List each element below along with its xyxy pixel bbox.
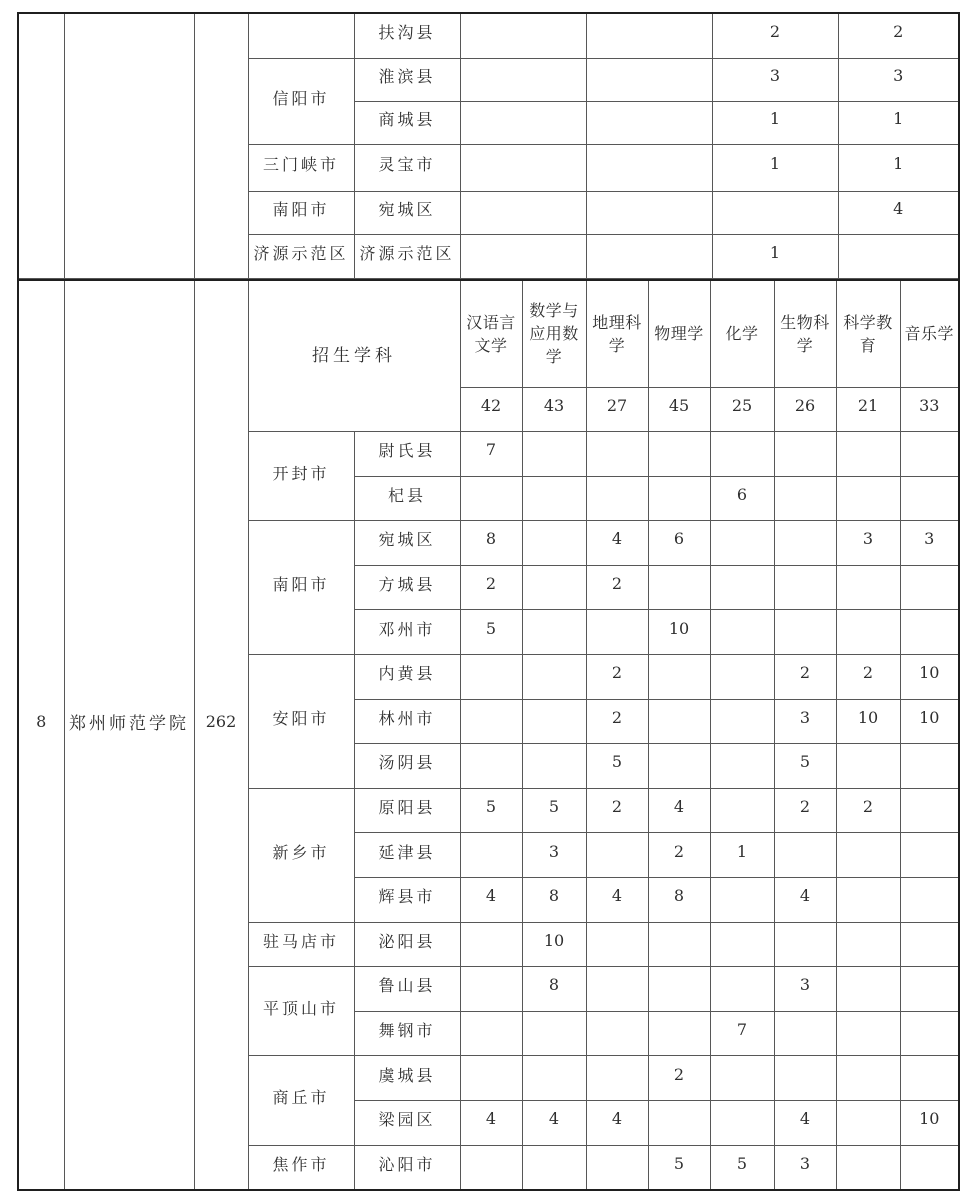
subject-total-cell: 42	[460, 388, 522, 432]
county-cell: 鲁山县	[354, 967, 460, 1012]
value-cell	[522, 744, 586, 789]
subject-total-cell: 21	[836, 388, 900, 432]
subject-header-cell: 地理科学	[586, 280, 648, 388]
value-cell	[836, 1100, 900, 1145]
value-cell: 4	[586, 1100, 648, 1145]
city-cell: 济源示范区	[248, 234, 354, 278]
county-cell: 泌阳县	[354, 922, 460, 967]
value-cell: 2	[460, 565, 522, 610]
value-cell	[586, 967, 648, 1012]
county-cell: 杞县	[354, 476, 460, 521]
value-cell	[586, 610, 648, 655]
value-cell: 2	[586, 565, 648, 610]
value-cell	[712, 191, 838, 234]
value-cell	[774, 833, 836, 878]
subject-total-cell: 26	[774, 388, 836, 432]
subject-header-cell: 生物科学	[774, 280, 836, 388]
school-total-cell: 262	[194, 280, 248, 1190]
value-cell	[838, 234, 959, 278]
city-cell: 平顶山市	[248, 967, 354, 1056]
value-cell	[710, 922, 774, 967]
value-cell	[774, 922, 836, 967]
value-cell	[900, 788, 959, 833]
value-cell	[522, 699, 586, 744]
value-cell: 3	[774, 1145, 836, 1190]
value-cell: 1	[838, 101, 959, 144]
value-cell	[836, 922, 900, 967]
subject-total-cell: 45	[648, 388, 710, 432]
subject-header-cell: 科学教育	[836, 280, 900, 388]
value-cell: 5	[460, 610, 522, 655]
value-cell	[710, 699, 774, 744]
city-cell: 商丘市	[248, 1056, 354, 1145]
value-cell	[586, 833, 648, 878]
value-cell: 4	[774, 877, 836, 922]
value-cell	[900, 1056, 959, 1101]
county-cell: 商城县	[354, 101, 460, 144]
value-cell	[460, 13, 586, 58]
value-cell	[836, 967, 900, 1012]
continuation-table	[17, 12, 960, 279]
value-cell	[900, 432, 959, 477]
value-cell	[900, 922, 959, 967]
value-cell	[710, 877, 774, 922]
city-cell: 信阳市	[248, 58, 354, 144]
value-cell	[586, 191, 712, 234]
value-cell	[648, 1100, 710, 1145]
county-cell: 舞钢市	[354, 1011, 460, 1056]
value-cell: 1	[710, 833, 774, 878]
value-cell	[900, 744, 959, 789]
value-cell	[774, 1056, 836, 1101]
subject-header-cell: 化学	[710, 280, 774, 388]
value-cell: 3	[836, 521, 900, 566]
value-cell	[900, 1145, 959, 1190]
value-cell	[460, 191, 586, 234]
value-cell	[710, 967, 774, 1012]
value-cell: 2	[774, 788, 836, 833]
value-cell	[648, 922, 710, 967]
value-cell: 2	[838, 13, 959, 58]
value-cell	[648, 699, 710, 744]
city-cell: 开封市	[248, 432, 354, 521]
value-cell	[460, 1011, 522, 1056]
value-cell	[586, 13, 712, 58]
value-cell: 8	[648, 877, 710, 922]
value-cell	[774, 432, 836, 477]
value-cell: 10	[900, 699, 959, 744]
enrollment-table	[17, 279, 960, 1191]
county-cell: 方城县	[354, 565, 460, 610]
value-cell	[586, 1056, 648, 1101]
county-cell: 虞城县	[354, 1056, 460, 1101]
total-cell-empty	[194, 13, 248, 278]
city-cell	[248, 13, 354, 58]
value-cell	[522, 521, 586, 566]
value-cell	[900, 877, 959, 922]
value-cell: 1	[838, 144, 959, 191]
county-cell: 延津县	[354, 833, 460, 878]
county-cell: 内黄县	[354, 654, 460, 699]
value-cell: 10	[900, 1100, 959, 1145]
value-cell	[900, 565, 959, 610]
value-cell: 5	[710, 1145, 774, 1190]
value-cell	[460, 967, 522, 1012]
value-cell	[460, 922, 522, 967]
value-cell	[586, 234, 712, 278]
value-cell	[836, 1011, 900, 1056]
value-cell	[586, 1145, 648, 1190]
value-cell	[774, 565, 836, 610]
value-cell	[836, 744, 900, 789]
value-cell	[522, 432, 586, 477]
county-cell: 扶沟县	[354, 13, 460, 58]
value-cell: 8	[522, 877, 586, 922]
value-cell: 2	[774, 654, 836, 699]
value-cell	[836, 877, 900, 922]
value-cell: 5	[586, 744, 648, 789]
value-cell	[460, 234, 586, 278]
value-cell	[648, 476, 710, 521]
value-cell: 4	[774, 1100, 836, 1145]
county-cell: 辉县市	[354, 877, 460, 922]
city-cell: 三门峡市	[248, 144, 354, 191]
value-cell	[648, 654, 710, 699]
table-row	[18, 13, 959, 58]
county-cell: 灵宝市	[354, 144, 460, 191]
value-cell: 2	[648, 1056, 710, 1101]
value-cell: 4	[648, 788, 710, 833]
subject-header-cell: 汉语言文学	[460, 280, 522, 388]
county-cell: 宛城区	[354, 191, 460, 234]
value-cell	[710, 654, 774, 699]
value-cell	[710, 1100, 774, 1145]
school-name-cell: 郑州师范学院	[64, 280, 194, 1190]
county-cell: 宛城区	[354, 521, 460, 566]
county-cell: 尉氏县	[354, 432, 460, 477]
value-cell: 10	[522, 922, 586, 967]
county-cell: 原阳县	[354, 788, 460, 833]
county-cell: 沁阳市	[354, 1145, 460, 1190]
value-cell: 1	[712, 234, 838, 278]
value-cell	[710, 432, 774, 477]
value-cell	[774, 610, 836, 655]
value-cell	[522, 565, 586, 610]
value-cell: 3	[900, 521, 959, 566]
value-cell: 3	[712, 58, 838, 101]
value-cell: 2	[836, 654, 900, 699]
value-cell: 5	[522, 788, 586, 833]
value-cell	[836, 565, 900, 610]
value-cell	[586, 101, 712, 144]
value-cell: 6	[710, 476, 774, 521]
value-cell	[460, 833, 522, 878]
value-cell	[648, 432, 710, 477]
value-cell	[710, 521, 774, 566]
county-cell: 林州市	[354, 699, 460, 744]
subject-total-cell: 25	[710, 388, 774, 432]
value-cell: 10	[648, 610, 710, 655]
value-cell	[522, 476, 586, 521]
subject-header-cell: 物理学	[648, 280, 710, 388]
value-cell: 4	[586, 521, 648, 566]
value-cell: 3	[774, 967, 836, 1012]
sequence-number-cell: 8	[18, 280, 64, 1190]
value-cell: 4	[460, 1100, 522, 1145]
value-cell: 10	[900, 654, 959, 699]
city-cell: 焦作市	[248, 1145, 354, 1190]
value-cell	[900, 967, 959, 1012]
subject-header-cell: 音乐学	[900, 280, 959, 388]
value-cell: 2	[836, 788, 900, 833]
subject-total-cell: 27	[586, 388, 648, 432]
admission-plan-table-page	[17, 12, 958, 1191]
enrollment-tbody	[18, 280, 959, 1190]
value-cell: 4	[838, 191, 959, 234]
value-cell	[836, 1056, 900, 1101]
value-cell: 7	[710, 1011, 774, 1056]
subject-header-cell: 数学与应用数学	[522, 280, 586, 388]
value-cell	[460, 699, 522, 744]
county-cell: 邓州市	[354, 610, 460, 655]
city-cell: 南阳市	[248, 521, 354, 655]
seq-cell-empty	[18, 13, 64, 278]
value-cell	[836, 1145, 900, 1190]
value-cell: 1	[712, 144, 838, 191]
value-cell: 2	[586, 788, 648, 833]
value-cell	[460, 476, 522, 521]
value-cell	[774, 1011, 836, 1056]
value-cell	[900, 476, 959, 521]
value-cell	[710, 610, 774, 655]
value-cell: 2	[648, 833, 710, 878]
subject-total-cell: 33	[900, 388, 959, 432]
value-cell	[774, 476, 836, 521]
value-cell: 3	[838, 58, 959, 101]
value-cell	[586, 476, 648, 521]
value-cell	[522, 1145, 586, 1190]
value-cell	[460, 654, 522, 699]
value-cell: 2	[712, 13, 838, 58]
value-cell	[710, 788, 774, 833]
value-cell	[460, 101, 586, 144]
value-cell: 1	[712, 101, 838, 144]
value-cell: 3	[522, 833, 586, 878]
value-cell: 8	[460, 521, 522, 566]
value-cell	[460, 58, 586, 101]
value-cell	[522, 610, 586, 655]
value-cell: 2	[586, 699, 648, 744]
value-cell	[586, 58, 712, 101]
table-row-header	[18, 280, 959, 388]
city-cell: 南阳市	[248, 191, 354, 234]
value-cell	[522, 654, 586, 699]
value-cell	[774, 521, 836, 566]
value-cell	[710, 565, 774, 610]
value-cell: 3	[774, 699, 836, 744]
value-cell	[522, 1011, 586, 1056]
value-cell: 6	[648, 521, 710, 566]
value-cell	[522, 1056, 586, 1101]
county-cell: 汤阴县	[354, 744, 460, 789]
value-cell	[648, 565, 710, 610]
value-cell	[586, 432, 648, 477]
value-cell: 10	[836, 699, 900, 744]
value-cell	[586, 922, 648, 967]
city-cell: 驻马店市	[248, 922, 354, 967]
value-cell	[836, 610, 900, 655]
value-cell: 2	[586, 654, 648, 699]
value-cell	[648, 744, 710, 789]
county-cell: 济源示范区	[354, 234, 460, 278]
value-cell	[900, 833, 959, 878]
value-cell: 5	[774, 744, 836, 789]
value-cell	[836, 833, 900, 878]
value-cell	[460, 1145, 522, 1190]
value-cell	[460, 744, 522, 789]
value-cell	[648, 967, 710, 1012]
continuation-tbody	[18, 13, 959, 278]
value-cell: 5	[460, 788, 522, 833]
value-cell: 4	[586, 877, 648, 922]
enrollment-subjects-label: 招生学科	[248, 280, 460, 432]
value-cell: 7	[460, 432, 522, 477]
city-cell: 安阳市	[248, 654, 354, 788]
value-cell	[460, 144, 586, 191]
school-cell-empty	[64, 13, 194, 278]
value-cell	[836, 432, 900, 477]
city-cell: 新乡市	[248, 788, 354, 922]
value-cell: 5	[648, 1145, 710, 1190]
value-cell	[836, 476, 900, 521]
value-cell: 8	[522, 967, 586, 1012]
subject-total-cell: 43	[522, 388, 586, 432]
county-cell: 淮滨县	[354, 58, 460, 101]
value-cell	[460, 1056, 522, 1101]
value-cell	[900, 610, 959, 655]
value-cell: 4	[522, 1100, 586, 1145]
value-cell: 4	[460, 877, 522, 922]
value-cell	[586, 1011, 648, 1056]
value-cell	[710, 1056, 774, 1101]
county-cell: 梁园区	[354, 1100, 460, 1145]
value-cell	[648, 1011, 710, 1056]
value-cell	[586, 144, 712, 191]
value-cell	[900, 1011, 959, 1056]
value-cell	[710, 744, 774, 789]
